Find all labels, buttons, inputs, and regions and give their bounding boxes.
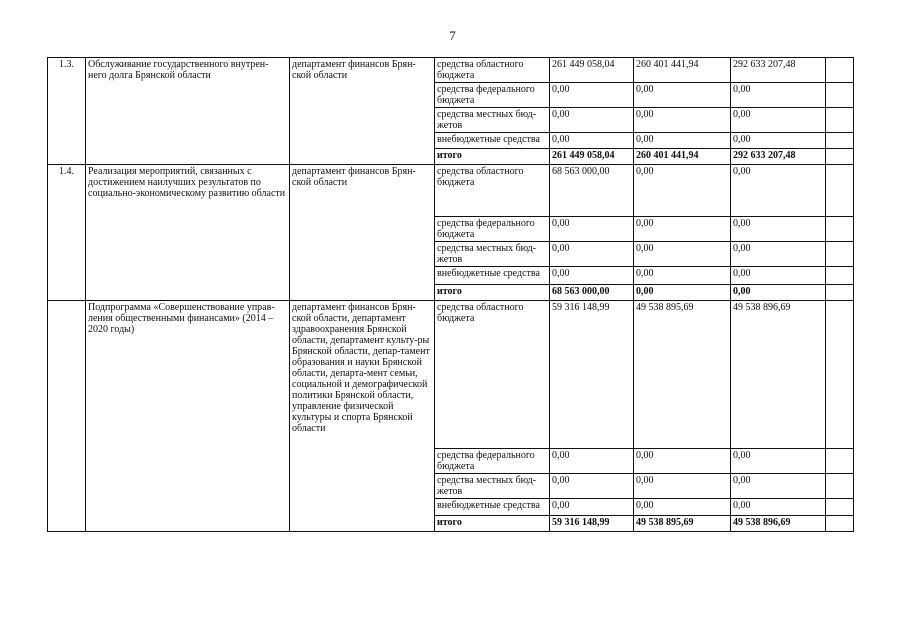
value-year-3: 0,00 xyxy=(731,165,826,217)
value-year-2: 49 538 895,69 xyxy=(634,301,731,449)
value-year-3: 0,00 xyxy=(731,242,826,267)
funding-source: средства областного бюджета xyxy=(435,58,550,83)
value-year-3: 0,00 xyxy=(731,217,826,242)
empty-cell xyxy=(826,133,854,149)
value-year-3: 0,00 xyxy=(731,108,826,133)
value-year-2: 49 538 895,69 xyxy=(634,516,731,532)
value-year-3: 0,00 xyxy=(731,474,826,499)
value-year-2: 0,00 xyxy=(634,474,731,499)
value-year-2: 0,00 xyxy=(634,499,731,516)
funding-source: средства областного бюджета xyxy=(435,165,550,217)
funding-source: внебюджетные средства xyxy=(435,267,550,285)
item-title: Реализация мероприятий, связанных с достижением наилучших результатов по социально-экономическому развитию области xyxy=(86,165,290,301)
value-year-3: 0,00 xyxy=(731,449,826,474)
funding-source: внебюджетные средства xyxy=(435,133,550,149)
value-year-1: 0,00 xyxy=(550,217,634,242)
funding-source: итого xyxy=(435,149,550,165)
item-executor: департамент финансов Брян-ской области, департамент здравоохранения Брянской области, департамент культу-ры Брянской области, депар-тамент образования и науки Брянской области, департа-мент семьи, социальной и демографической политики Брянской области, управление физической культуры и спорта Брянской области xyxy=(290,301,435,532)
funding-source: средства федерального бюджета xyxy=(435,217,550,242)
value-year-3: 49 538 896,69 xyxy=(731,301,826,449)
funding-source: итого xyxy=(435,516,550,532)
funding-source: средства областного бюджета xyxy=(435,301,550,449)
value-year-3: 292 633 207,48 xyxy=(731,149,826,165)
empty-cell xyxy=(826,474,854,499)
funding-source: средства федерального бюджета xyxy=(435,83,550,108)
value-year-2: 0,00 xyxy=(634,449,731,474)
empty-cell xyxy=(826,516,854,532)
page-number: 7 xyxy=(449,28,456,43)
empty-cell xyxy=(826,301,854,449)
value-year-2: 0,00 xyxy=(634,108,731,133)
empty-cell xyxy=(826,165,854,217)
value-year-2: 0,00 xyxy=(634,165,731,217)
value-year-2: 0,00 xyxy=(634,285,731,301)
item-executor: департамент финансов Брян-ской области xyxy=(290,58,435,165)
funding-source: итого xyxy=(435,285,550,301)
value-year-3: 0,00 xyxy=(731,285,826,301)
item-number: 1.3. xyxy=(48,58,86,165)
value-year-1: 0,00 xyxy=(550,449,634,474)
empty-cell xyxy=(826,285,854,301)
funding-source: средства местных бюд-жетов xyxy=(435,108,550,133)
empty-cell xyxy=(826,242,854,267)
funding-source: средства федерального бюджета xyxy=(435,449,550,474)
item-title: Подпрограмма «Совершенствование управ-ления общественными финансами» (2014 – 2020 годы) xyxy=(86,301,290,532)
value-year-3: 0,00 xyxy=(731,267,826,285)
value-year-1: 68 563 000,00 xyxy=(550,165,634,217)
funding-source: средства местных бюд-жетов xyxy=(435,242,550,267)
value-year-3: 49 538 896,69 xyxy=(731,516,826,532)
empty-cell xyxy=(826,449,854,474)
funding-source: средства местных бюд-жетов xyxy=(435,474,550,499)
empty-cell xyxy=(826,149,854,165)
value-year-3: 0,00 xyxy=(731,133,826,149)
empty-cell xyxy=(826,267,854,285)
value-year-1: 59 316 148,99 xyxy=(550,516,634,532)
item-number: 1.4. xyxy=(48,165,86,301)
value-year-1: 261 449 058,04 xyxy=(550,58,634,83)
value-year-3: 0,00 xyxy=(731,499,826,516)
item-title: Обслуживание государственного внутрен-него долга Брянской области xyxy=(86,58,290,165)
value-year-3: 0,00 xyxy=(731,83,826,108)
value-year-2: 0,00 xyxy=(634,242,731,267)
item-number xyxy=(48,301,86,532)
funding-source: внебюджетные средства xyxy=(435,499,550,516)
value-year-2: 0,00 xyxy=(634,133,731,149)
empty-cell xyxy=(826,499,854,516)
value-year-1: 0,00 xyxy=(550,83,634,108)
table-row xyxy=(48,165,854,217)
value-year-1: 68 563 000,00 xyxy=(550,285,634,301)
value-year-1: 0,00 xyxy=(550,242,634,267)
value-year-2: 0,00 xyxy=(634,217,731,242)
value-year-1: 59 316 148,99 xyxy=(550,301,634,449)
value-year-2: 0,00 xyxy=(634,267,731,285)
empty-cell xyxy=(826,58,854,83)
value-year-1: 0,00 xyxy=(550,133,634,149)
value-year-2: 260 401 441,94 xyxy=(634,58,731,83)
value-year-2: 260 401 441,94 xyxy=(634,149,731,165)
table-row xyxy=(48,301,854,449)
budget-table xyxy=(47,57,854,532)
item-executor: департамент финансов Брян-ской области xyxy=(290,165,435,301)
value-year-1: 0,00 xyxy=(550,108,634,133)
value-year-3: 292 633 207,48 xyxy=(731,58,826,83)
value-year-1: 0,00 xyxy=(550,499,634,516)
value-year-1: 0,00 xyxy=(550,474,634,499)
empty-cell xyxy=(826,217,854,242)
empty-cell xyxy=(826,83,854,108)
value-year-1: 0,00 xyxy=(550,267,634,285)
value-year-1: 261 449 058,04 xyxy=(550,149,634,165)
table-body xyxy=(48,58,854,532)
value-year-2: 0,00 xyxy=(634,83,731,108)
empty-cell xyxy=(826,108,854,133)
table-row xyxy=(48,58,854,83)
